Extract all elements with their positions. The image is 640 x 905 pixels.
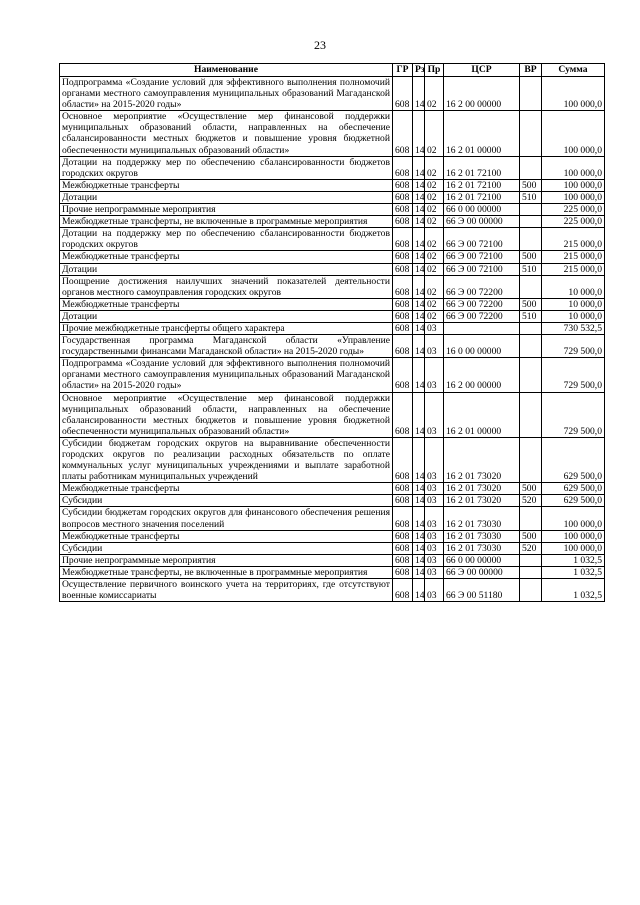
cell-vr: 510 <box>520 263 542 275</box>
cell-name: Межбюджетные трансферты <box>60 179 393 191</box>
table-row <box>60 275 605 298</box>
cell-csr: 16 2 01 73020 <box>444 483 520 495</box>
cell-vr <box>520 322 542 334</box>
cell-gr: 608 <box>393 483 413 495</box>
cell-rz: 14 <box>413 554 425 566</box>
cell-gr: 608 <box>393 251 413 263</box>
cell-vr: 520 <box>520 542 542 554</box>
cell-sum: 729 500,0 <box>542 335 605 358</box>
table-row <box>60 228 605 251</box>
cell-csr: 16 2 00 00000 <box>444 77 520 111</box>
cell-rz: 14 <box>413 251 425 263</box>
cell-vr <box>520 77 542 111</box>
cell-vr <box>520 228 542 251</box>
cell-sum: 100 000,0 <box>542 542 605 554</box>
cell-pr: 02 <box>425 111 444 156</box>
cell-rz: 14 <box>413 483 425 495</box>
table-row <box>60 579 605 602</box>
cell-rz: 14 <box>413 437 425 482</box>
table-row <box>60 298 605 310</box>
table-row <box>60 191 605 203</box>
cell-rz: 14 <box>413 310 425 322</box>
cell-sum: 215 000,0 <box>542 228 605 251</box>
cell-vr <box>520 554 542 566</box>
cell-gr: 608 <box>393 554 413 566</box>
cell-gr: 608 <box>393 310 413 322</box>
cell-csr: 16 2 01 73020 <box>444 495 520 507</box>
cell-name: Подпрограмма «Создание условий для эффективного выполнения полномочий органами местного самоуправления муниципальных образований Магаданской области» на 2015-2020 годы» <box>60 358 393 392</box>
cell-sum: 1 032,5 <box>542 579 605 602</box>
cell-rz: 14 <box>413 507 425 530</box>
cell-csr: 16 2 01 72100 <box>444 179 520 191</box>
cell-vr <box>520 335 542 358</box>
cell-rz: 14 <box>413 579 425 602</box>
cell-gr: 608 <box>393 77 413 111</box>
cell-pr: 02 <box>425 310 444 322</box>
cell-csr: 66 Э 00 51180 <box>444 579 520 602</box>
header-csr: ЦСР <box>444 64 520 77</box>
cell-gr: 608 <box>393 204 413 216</box>
cell-pr: 03 <box>425 495 444 507</box>
cell-name: Субсидии <box>60 495 393 507</box>
cell-pr: 03 <box>425 358 444 392</box>
cell-rz: 14 <box>413 542 425 554</box>
cell-pr: 03 <box>425 566 444 578</box>
table-row <box>60 437 605 482</box>
cell-gr: 608 <box>393 179 413 191</box>
cell-rz: 14 <box>413 275 425 298</box>
cell-rz: 14 <box>413 156 425 179</box>
cell-vr: 500 <box>520 298 542 310</box>
cell-vr <box>520 358 542 392</box>
cell-rz: 14 <box>413 530 425 542</box>
cell-sum: 215 000,0 <box>542 251 605 263</box>
cell-name: Межбюджетные трансферты <box>60 251 393 263</box>
cell-csr: 66 Э 00 72100 <box>444 228 520 251</box>
cell-gr: 608 <box>393 263 413 275</box>
cell-name: Государственная программа Магаданской области «Управление государственными финансами Магаданской области» на 2015-2020 годы» <box>60 335 393 358</box>
header-vr: ВР <box>520 64 542 77</box>
cell-name: Прочие непрограммные мероприятия <box>60 204 393 216</box>
cell-csr: 66 0 00 00000 <box>444 204 520 216</box>
cell-rz: 14 <box>413 179 425 191</box>
cell-vr <box>520 507 542 530</box>
cell-gr: 608 <box>393 495 413 507</box>
cell-name: Межбюджетные трансферты <box>60 298 393 310</box>
cell-name: Прочие непрограммные мероприятия <box>60 554 393 566</box>
cell-gr: 608 <box>393 579 413 602</box>
table-row <box>60 495 605 507</box>
cell-rz: 14 <box>413 191 425 203</box>
cell-rz: 14 <box>413 111 425 156</box>
cell-pr: 02 <box>425 204 444 216</box>
cell-sum: 225 000,0 <box>542 216 605 228</box>
cell-vr: 500 <box>520 251 542 263</box>
cell-gr: 608 <box>393 335 413 358</box>
cell-rz: 14 <box>413 216 425 228</box>
cell-sum: 100 000,0 <box>542 530 605 542</box>
cell-rz: 14 <box>413 298 425 310</box>
cell-csr: 16 2 01 00000 <box>444 392 520 437</box>
cell-name: Субсидии бюджетам городских округов на выравнивание обеспеченности городских округов по реализации расходных обязательств по оплате коммунальных услуг муниципальных учреждениями и выплате заработной платы работникам муниципальных учреждений <box>60 437 393 482</box>
cell-sum: 629 500,0 <box>542 437 605 482</box>
cell-name: Субсидии <box>60 542 393 554</box>
page-number: 23 <box>314 38 326 52</box>
table-row <box>60 156 605 179</box>
table-row <box>60 566 605 578</box>
cell-gr: 608 <box>393 275 413 298</box>
cell-pr: 02 <box>425 216 444 228</box>
header-name: Наименование <box>60 64 393 77</box>
cell-vr <box>520 204 542 216</box>
cell-sum: 100 000,0 <box>542 156 605 179</box>
cell-gr: 608 <box>393 156 413 179</box>
cell-sum: 629 500,0 <box>542 483 605 495</box>
cell-rz: 14 <box>413 358 425 392</box>
cell-gr: 608 <box>393 507 413 530</box>
cell-csr: 16 2 01 73030 <box>444 507 520 530</box>
cell-rz: 14 <box>413 263 425 275</box>
table-row <box>60 483 605 495</box>
cell-name: Дотации <box>60 310 393 322</box>
cell-sum: 629 500,0 <box>542 495 605 507</box>
cell-name: Межбюджетные трансферты <box>60 483 393 495</box>
cell-gr: 608 <box>393 322 413 334</box>
cell-name: Субсидии бюджетам городских округов для финансового обеспечения решения вопросов местного значения поселений <box>60 507 393 530</box>
cell-csr: 66 0 00 00000 <box>444 554 520 566</box>
cell-pr: 03 <box>425 392 444 437</box>
cell-name: Дотации <box>60 191 393 203</box>
table-row <box>60 530 605 542</box>
cell-csr: 16 2 01 00000 <box>444 111 520 156</box>
table-row <box>60 392 605 437</box>
budget-table <box>59 63 605 602</box>
cell-rz: 14 <box>413 392 425 437</box>
table-row <box>60 542 605 554</box>
cell-csr <box>444 322 520 334</box>
cell-name: Осуществление первичного воинского учета на территориях, где отсутствуют военные комиссариаты <box>60 579 393 602</box>
cell-sum: 1 032,5 <box>542 566 605 578</box>
cell-csr: 16 2 01 72100 <box>444 156 520 179</box>
header-gr: ГР <box>393 64 413 77</box>
table-row <box>60 77 605 111</box>
cell-pr: 02 <box>425 228 444 251</box>
cell-vr <box>520 566 542 578</box>
table-row <box>60 310 605 322</box>
cell-csr: 16 2 01 73030 <box>444 530 520 542</box>
cell-pr: 03 <box>425 483 444 495</box>
cell-name: Дотации на поддержку мер по обеспечению сбалансированности бюджетов городских округов <box>60 228 393 251</box>
cell-sum: 1 032,5 <box>542 554 605 566</box>
cell-pr: 02 <box>425 156 444 179</box>
cell-csr: 66 Э 00 72200 <box>444 275 520 298</box>
cell-gr: 608 <box>393 530 413 542</box>
cell-gr: 608 <box>393 111 413 156</box>
cell-csr: 66 Э 00 72100 <box>444 251 520 263</box>
cell-gr: 608 <box>393 437 413 482</box>
table-row <box>60 263 605 275</box>
cell-csr: 16 2 00 00000 <box>444 358 520 392</box>
cell-name: Межбюджетные трансферты, не включенные в программные мероприятия <box>60 566 393 578</box>
cell-pr: 03 <box>425 579 444 602</box>
table-row <box>60 322 605 334</box>
cell-name: Поощрение достижения наилучших значений показателей деятельности органов местного самоуправления городских округов <box>60 275 393 298</box>
cell-rz: 14 <box>413 204 425 216</box>
cell-vr: 510 <box>520 310 542 322</box>
cell-sum: 100 000,0 <box>542 191 605 203</box>
cell-vr <box>520 579 542 602</box>
cell-rz: 14 <box>413 566 425 578</box>
cell-sum: 10 000,0 <box>542 310 605 322</box>
table-header-row <box>60 64 605 77</box>
table-row <box>60 335 605 358</box>
cell-vr <box>520 216 542 228</box>
cell-gr: 608 <box>393 216 413 228</box>
table-row <box>60 251 605 263</box>
cell-gr: 608 <box>393 566 413 578</box>
cell-csr: 16 2 01 73020 <box>444 437 520 482</box>
table-row <box>60 216 605 228</box>
cell-name: Подпрограмма «Создание условий для эффективного выполнения полномочий органами местного самоуправления муниципальных образований Магаданской области» на 2015-2020 годы» <box>60 77 393 111</box>
cell-sum: 729 500,0 <box>542 392 605 437</box>
cell-gr: 608 <box>393 358 413 392</box>
cell-name: Основное мероприятие «Осуществление мер финансовой поддержки муниципальных образований области, направленных на обеспечение сбалансированности местных бюджетов и повышение уровня бюджетной обеспеченности муниципальных образований области» <box>60 392 393 437</box>
cell-vr: 520 <box>520 495 542 507</box>
cell-rz: 14 <box>413 228 425 251</box>
cell-name: Дотации <box>60 263 393 275</box>
cell-vr <box>520 437 542 482</box>
cell-sum: 100 000,0 <box>542 111 605 156</box>
cell-gr: 608 <box>393 392 413 437</box>
cell-pr: 03 <box>425 335 444 358</box>
cell-gr: 608 <box>393 191 413 203</box>
cell-sum: 100 000,0 <box>542 507 605 530</box>
cell-sum: 730 532,5 <box>542 322 605 334</box>
cell-csr: 16 0 00 00000 <box>444 335 520 358</box>
table-row <box>60 179 605 191</box>
cell-sum: 215 000,0 <box>542 263 605 275</box>
table-row <box>60 111 605 156</box>
header-sum: Сумма <box>542 64 605 77</box>
cell-csr: 66 Э 00 72100 <box>444 263 520 275</box>
cell-pr: 02 <box>425 263 444 275</box>
header-pr: Пр <box>425 64 444 77</box>
cell-name: Основное мероприятие «Осуществление мер финансовой поддержки муниципальных образований области, направленных на обеспечение сбалансированности местных бюджетов и повышение уровня бюджетной обеспеченности муниципальных образований области» <box>60 111 393 156</box>
cell-csr: 66 Э 00 00000 <box>444 566 520 578</box>
cell-rz: 14 <box>413 322 425 334</box>
cell-sum: 225 000,0 <box>542 204 605 216</box>
cell-name: Межбюджетные трансферты, не включенные в программные мероприятия <box>60 216 393 228</box>
cell-name: Дотации на поддержку мер по обеспечению сбалансированности бюджетов городских округов <box>60 156 393 179</box>
cell-sum: 10 000,0 <box>542 298 605 310</box>
cell-pr: 02 <box>425 275 444 298</box>
cell-vr <box>520 275 542 298</box>
cell-pr: 02 <box>425 77 444 111</box>
cell-csr: 66 Э 00 00000 <box>444 216 520 228</box>
cell-pr: 03 <box>425 322 444 334</box>
cell-gr: 608 <box>393 228 413 251</box>
header-rz: Рз <box>413 64 425 77</box>
cell-rz: 14 <box>413 77 425 111</box>
cell-csr: 16 2 01 73030 <box>444 542 520 554</box>
cell-sum: 100 000,0 <box>542 179 605 191</box>
cell-vr: 500 <box>520 483 542 495</box>
cell-vr: 510 <box>520 191 542 203</box>
cell-sum: 100 000,0 <box>542 77 605 111</box>
table-row <box>60 358 605 392</box>
cell-pr: 03 <box>425 542 444 554</box>
cell-csr: 66 Э 00 72200 <box>444 298 520 310</box>
cell-pr: 02 <box>425 298 444 310</box>
cell-name: Прочие межбюджетные трансферты общего характера <box>60 322 393 334</box>
table-row <box>60 554 605 566</box>
cell-pr: 03 <box>425 530 444 542</box>
cell-vr: 500 <box>520 179 542 191</box>
cell-sum: 729 500,0 <box>542 358 605 392</box>
cell-pr: 02 <box>425 191 444 203</box>
cell-csr: 16 2 01 72100 <box>444 191 520 203</box>
cell-vr: 500 <box>520 530 542 542</box>
cell-vr <box>520 111 542 156</box>
cell-pr: 03 <box>425 554 444 566</box>
cell-pr: 02 <box>425 179 444 191</box>
table-row <box>60 204 605 216</box>
cell-pr: 03 <box>425 437 444 482</box>
cell-pr: 03 <box>425 507 444 530</box>
cell-vr <box>520 392 542 437</box>
cell-vr <box>520 156 542 179</box>
table-row <box>60 507 605 530</box>
cell-rz: 14 <box>413 335 425 358</box>
cell-pr: 02 <box>425 251 444 263</box>
cell-rz: 14 <box>413 495 425 507</box>
cell-sum: 10 000,0 <box>542 275 605 298</box>
cell-csr: 66 Э 00 72200 <box>444 310 520 322</box>
cell-gr: 608 <box>393 298 413 310</box>
cell-gr: 608 <box>393 542 413 554</box>
cell-name: Межбюджетные трансферты <box>60 530 393 542</box>
